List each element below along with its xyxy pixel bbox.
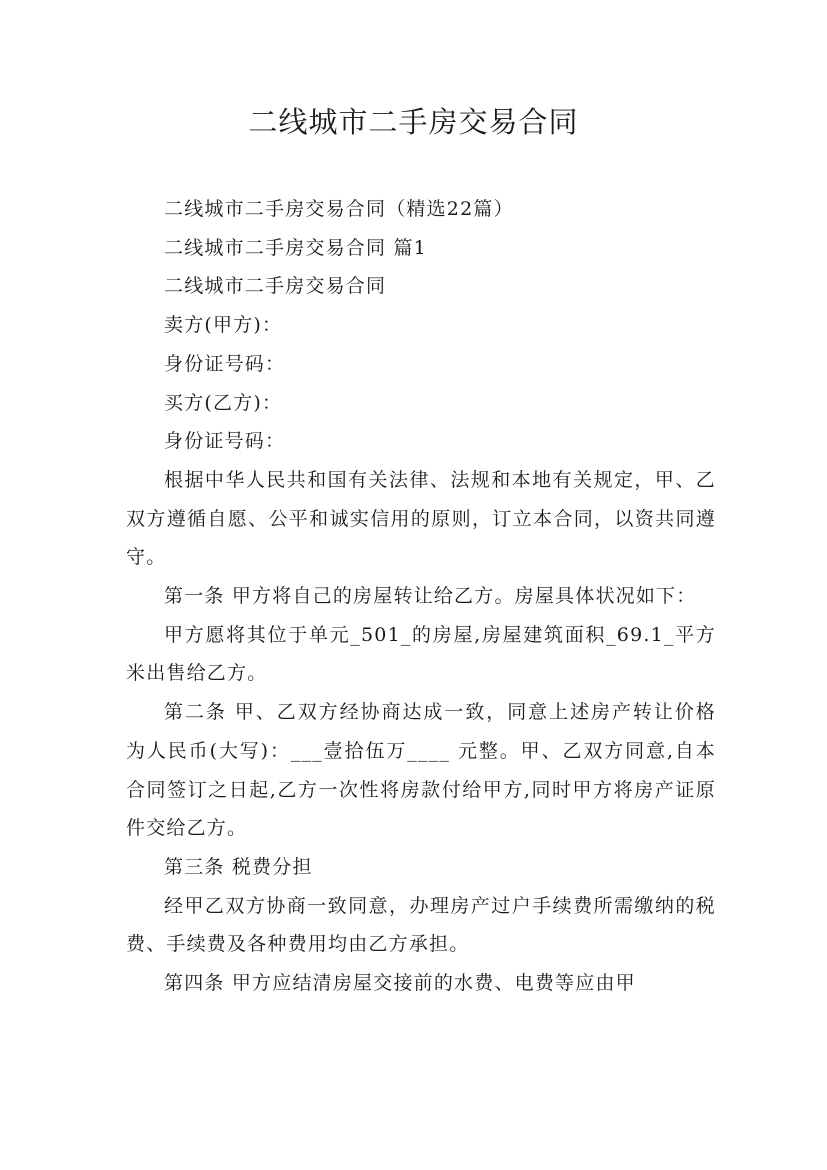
article-3-heading: 第三条 税费分担: [164, 855, 313, 878]
article-1: 第一条 甲方将自己的房屋转让给乙方。房屋具体状况如下：: [164, 585, 697, 608]
article-3-detail: 经甲乙双方协商一致同意，办理房产过户手续费所需缴纳的税费、手续费及各种费用均由乙方承担。: [126, 894, 716, 956]
article-2: 第二条 甲、乙双方经协商达成一致，同意上述房产转让价格为人民币(大写)：___壹拾伍万____ 元整。甲、乙双方同意,自本合同签订之日起,乙方一次性将房款付给甲方,同时甲方将房产证原件交给乙方。: [126, 701, 716, 840]
paragraph-section-heading: 二线城市二手房交易合同 篇1: [164, 236, 427, 259]
paragraph-contract-name: 二线城市二手房交易合同: [164, 275, 387, 298]
document-title: 二线城市二手房交易合同: [248, 105, 579, 139]
article-1-detail: 甲方愿将其位于单元_501_的房屋,房屋建筑面积_69.1_平方米出售给乙方。: [126, 623, 716, 685]
article-4: 第四条 甲方应结清房屋交接前的水费、电费等应由甲: [164, 972, 636, 995]
paragraph-preamble: 根据中华人民共和国有关法律、法规和本地有关规定，甲、乙双方遵循自愿、公平和诚实信用的原则，订立本合同，以资共同遵守。: [126, 468, 716, 569]
document-body: [126, 190, 716, 1003]
seller-id-field: 身份证号码：: [164, 352, 286, 375]
buyer-id-field: 身份证号码：: [164, 430, 286, 453]
paragraph-subtitle: 二线城市二手房交易合同（精选22篇）: [164, 198, 514, 220]
buyer-field: 买方(乙方)：: [164, 391, 283, 414]
seller-field: 卖方(甲方)：: [164, 314, 283, 337]
